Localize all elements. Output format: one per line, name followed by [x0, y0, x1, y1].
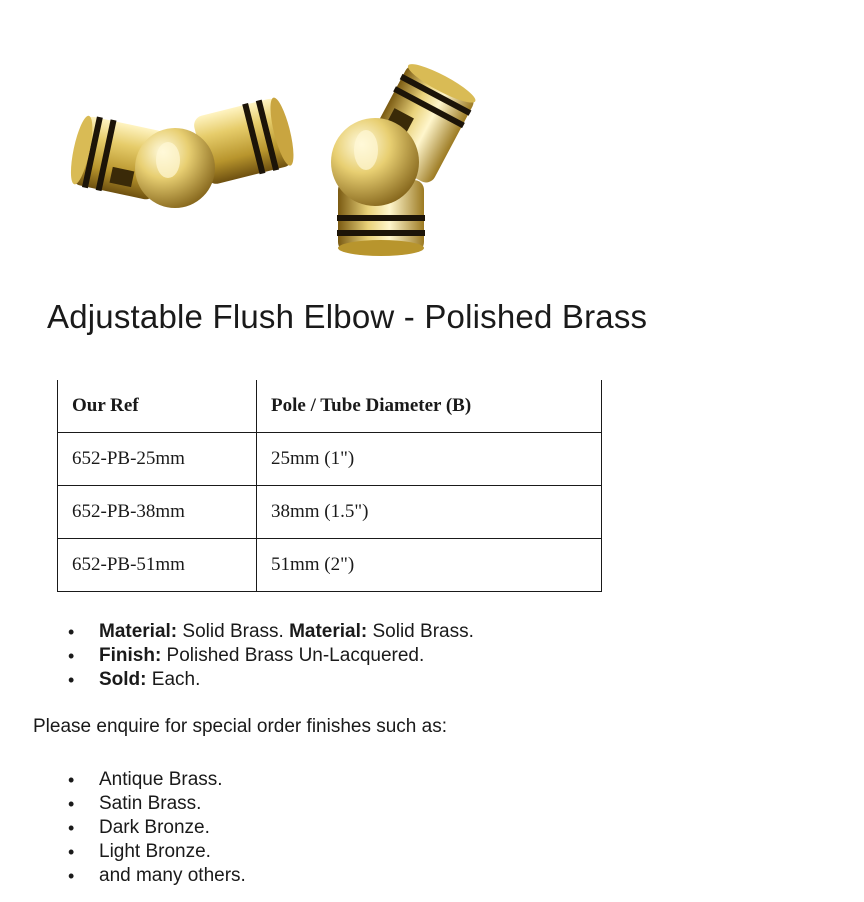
elbow-image-left [66, 95, 298, 208]
list-item: • Light Bronze. [37, 840, 246, 864]
list-item-material [37, 620, 474, 644]
table-cell-diameter: 38mm (1.5") [257, 486, 602, 539]
table-cell-diameter: 25mm (1") [257, 433, 602, 486]
size-table [57, 380, 602, 592]
list-item-finish [37, 644, 474, 668]
spec-label: Material: [99, 621, 178, 642]
enquire-text: Please enquire for special order finishes such as: [33, 716, 448, 737]
table-cell-ref: 652-PB-38mm [58, 486, 257, 539]
table-cell-diameter: 51mm (2") [257, 539, 602, 592]
spec-label: Material: [289, 621, 368, 642]
list-item: • Antique Brass. [37, 768, 246, 792]
finishes-list [37, 768, 246, 888]
spec-label: Sold: [99, 669, 147, 690]
table-header-diameter: Pole / Tube Diameter (B) [257, 380, 602, 433]
list-item-sold [37, 668, 474, 692]
product-title: Adjustable Flush Elbow - Polished Brass [47, 298, 648, 335]
table-row [58, 539, 602, 592]
product-images [0, 0, 864, 280]
list-item: • Dark Bronze. [37, 816, 246, 840]
spec-label: Finish: [99, 645, 162, 666]
spec-list [37, 620, 474, 692]
table-row [58, 486, 602, 539]
elbow-image-right [331, 58, 480, 256]
table-row [58, 433, 602, 486]
spec-value: Solid Brass. [367, 621, 474, 642]
list-item: • and many others. [37, 864, 246, 888]
table-header-row [58, 380, 602, 433]
spec-value: Polished Brass Un-Lacquered. [161, 645, 425, 666]
table-header-ref: Our Ref [58, 380, 257, 433]
spec-value: Solid Brass. [177, 621, 290, 642]
list-item: • Satin Brass. [37, 792, 246, 816]
table-cell-ref: 652-PB-51mm [58, 539, 257, 592]
spec-value: Each. [146, 669, 201, 690]
table-cell-ref: 652-PB-25mm [58, 433, 257, 486]
